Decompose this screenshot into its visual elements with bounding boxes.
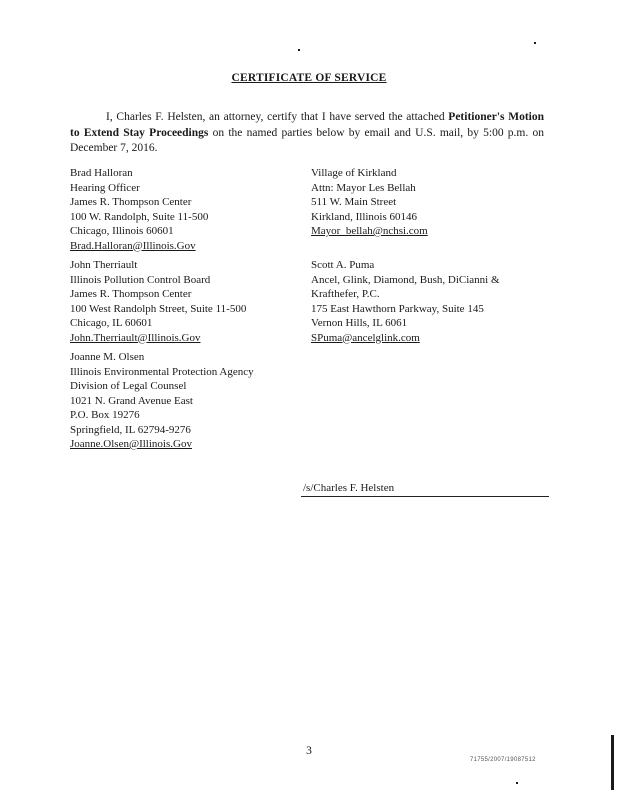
recipient-halloran bbox=[70, 166, 208, 253]
recipient-olsen bbox=[70, 350, 254, 452]
recipient-line: Attn: Mayor Les Bellah bbox=[311, 181, 416, 194]
recipient-therriault bbox=[70, 258, 246, 345]
page-number: 3 bbox=[306, 745, 312, 757]
recipient-line: 100 W. Randolph, Suite 11-500 bbox=[70, 210, 209, 223]
intro-text-2: on the named parties below by email and U.S. mail, by 5:00 p.m. on December 7, 2016. bbox=[70, 126, 544, 154]
recipient-email-link[interactable]: Brad.Halloran@Illinois.Gov bbox=[70, 239, 196, 252]
signature-line: /s/Charles F. Helsten bbox=[301, 481, 549, 497]
scan-speck bbox=[298, 49, 300, 51]
recipient-line: 511 W. Main Street bbox=[311, 196, 397, 208]
scan-speck bbox=[534, 42, 536, 44]
intro-text-1: I, Charles F. Helsten, an attorney, certify that I have served the attached bbox=[106, 111, 449, 123]
document-id: 71755/2007/19087512 bbox=[470, 757, 536, 763]
recipient-line: P.O. Box 19276 bbox=[70, 409, 140, 421]
recipient-email-link[interactable]: Mayor_bellah@nchsi.com bbox=[311, 225, 428, 237]
recipient-line: Springfield, IL 62794-9276 bbox=[70, 423, 191, 436]
recipient-line: Chicago, Illinois 60601 bbox=[70, 225, 174, 237]
recipient-line: Vernon Hills, IL 6061 bbox=[311, 317, 408, 329]
recipient-line: James R. Thompson Center bbox=[70, 196, 192, 208]
recipient-line: Village of Kirkland bbox=[311, 167, 397, 179]
recipient-line: John Therriault bbox=[70, 259, 138, 271]
recipient-kirkland bbox=[311, 166, 428, 239]
certification-paragraph bbox=[70, 110, 544, 157]
recipient-email-link[interactable]: Joanne.Olsen@Illinois.Gov bbox=[70, 438, 192, 450]
recipient-line: Kirkland, Illinois 60146 bbox=[311, 210, 418, 223]
recipient-email-link[interactable]: SPuma@ancelglink.com bbox=[311, 331, 420, 344]
certificate-title: CERTIFICATE OF SERVICE bbox=[231, 72, 387, 84]
recipient-line: Division of Legal Counsel bbox=[70, 380, 187, 392]
recipient-line: James R. Thompson Center bbox=[70, 288, 192, 300]
recipient-line: Krafthefer, P.C. bbox=[311, 288, 380, 300]
recipient-line: Hearing Officer bbox=[70, 181, 140, 194]
recipient-line: Joanne M. Olsen bbox=[70, 351, 145, 363]
recipient-email-link[interactable]: John.Therriault@Illinois.Gov bbox=[70, 331, 201, 344]
recipient-line: Brad Halloran bbox=[70, 167, 133, 179]
scan-speck bbox=[516, 782, 518, 784]
recipient-line: Scott A. Puma bbox=[311, 259, 375, 271]
recipient-line: 1021 N. Grand Avenue East bbox=[70, 394, 193, 407]
recipient-line: 175 East Hawthorn Parkway, Suite 145 bbox=[311, 302, 484, 315]
recipient-puma bbox=[311, 258, 500, 345]
recipient-line: 100 West Randolph Street, Suite 11-500 bbox=[70, 302, 247, 315]
recipient-line: Illinois Pollution Control Board bbox=[70, 273, 211, 286]
scan-margin-mark bbox=[611, 735, 614, 790]
recipient-line: Chicago, IL 60601 bbox=[70, 317, 153, 329]
motion-title: Petitioner's Motion to Extend Stay Proceedings bbox=[70, 111, 544, 139]
recipient-line: Illinois Environmental Protection Agency bbox=[70, 365, 254, 378]
recipient-line: Ancel, Glink, Diamond, Bush, DiCianni & bbox=[311, 273, 500, 286]
